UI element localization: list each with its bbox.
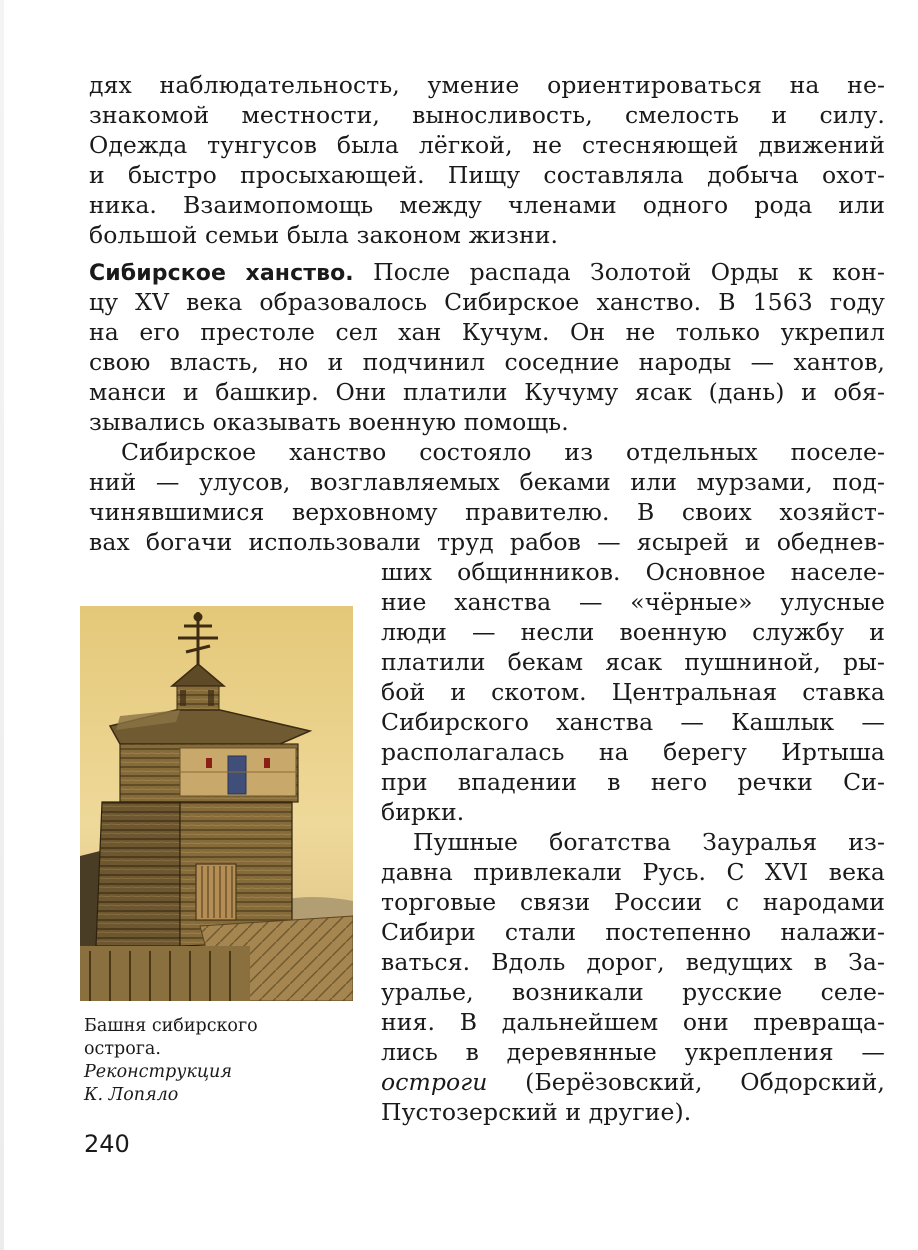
text-line: вах богачи использовали труд рабов — ясырей и обеднев-: [89, 528, 885, 556]
text-line: на его престоле сел хан Кучум. Он не только укрепил: [89, 318, 885, 346]
text-line: располагалась на берегу Иртыша: [381, 738, 885, 766]
text-line: большой семьи была законом жизни.: [89, 221, 559, 249]
text-line: и быстро просыхающей. Пищу составляла добыча охот-: [89, 161, 885, 189]
text-line: чинявшимися верховному правителю. В своих хозяйст-: [89, 498, 885, 526]
section-first-line-text: После распада Золотой Орды к кон-: [373, 258, 885, 286]
caption-author-name: К. Лопяло: [84, 1085, 179, 1105]
caption-line: острога.: [84, 1039, 161, 1059]
text-line: при впадении в него речки Си-: [381, 768, 885, 796]
text-line: зывались оказывать военную помощь.: [89, 408, 569, 436]
caption-line: Башня сибирского: [84, 1016, 258, 1036]
text-line: ваться. Вдоль дорог, ведущих в За-: [381, 948, 885, 976]
text-line: Пушные богатства Зауралья из-: [413, 828, 885, 856]
gallery-window-right: [264, 758, 270, 768]
text-after-term: (Берёзовский, Обдорский,: [487, 1068, 885, 1096]
text-line: ния. В дальнейшем они превраща-: [381, 1008, 885, 1036]
watchtower-illustration: [80, 606, 353, 1001]
tower-left-wall: [96, 802, 180, 946]
text-line: Сибири стали постепенно налажи-: [381, 918, 885, 946]
text-line: торговые связи России с народами: [381, 888, 885, 916]
text-line-with-term: [381, 1067, 885, 1097]
text-line: знакомой местности, выносливость, смелость и силу.: [89, 101, 885, 129]
text-line: ние ханства — «чёрные» улусные: [381, 588, 885, 616]
text-line: ших общинников. Основное населе-: [381, 558, 885, 586]
text-line: давна привлекали Русь. С XVI века: [381, 858, 885, 886]
text-line: Сибирского ханства — Кашлык —: [381, 708, 885, 736]
section-heading: Сибирское ханство.: [89, 261, 354, 286]
page-edge-shadow: [0, 0, 4, 1250]
text-line: манси и башкир. Они платили Кучуму ясак (дань) и обя-: [89, 378, 885, 406]
text-line: свою власть, но и подчинил соседние народы — хантов,: [89, 348, 885, 376]
gallery-door: [228, 756, 246, 794]
text-line: бой и скотом. Центральная ставка: [381, 678, 885, 706]
text-line: платили бекам ясак пушниной, ры-: [381, 648, 885, 676]
text-line: Сибирское ханство состояло из отдельных поселе-: [121, 438, 885, 466]
section-first-line: [89, 257, 885, 289]
text-line: ний — улусов, возглавляемых беками или мурзами, под-: [89, 468, 885, 496]
text-line: люди — несли военную службу и: [381, 618, 885, 646]
text-line: Пустозерский и другие).: [381, 1098, 692, 1126]
text-line: цу XV века образовалось Сибирское ханство. В 1563 году: [89, 288, 885, 316]
text-line: уралье, возникали русские селе-: [381, 978, 885, 1006]
page-number: 240: [84, 1130, 130, 1158]
text-line: дях наблюдательность, умение ориентироваться на не-: [89, 71, 885, 99]
text-line: ника. Взаимопомощь между членами одного рода или: [89, 191, 885, 219]
term-ostrogi: остроги: [381, 1068, 488, 1096]
caption-author-label: Реконструкция: [84, 1062, 232, 1082]
text-line: Одежда тунгусов была лёгкой, не стесняющей движений: [89, 131, 885, 159]
gallery-window-left: [206, 758, 212, 768]
text-line: лись в деревянные укрепления —: [381, 1038, 885, 1066]
text-line: бирки.: [381, 798, 465, 826]
ground: [80, 946, 250, 1001]
